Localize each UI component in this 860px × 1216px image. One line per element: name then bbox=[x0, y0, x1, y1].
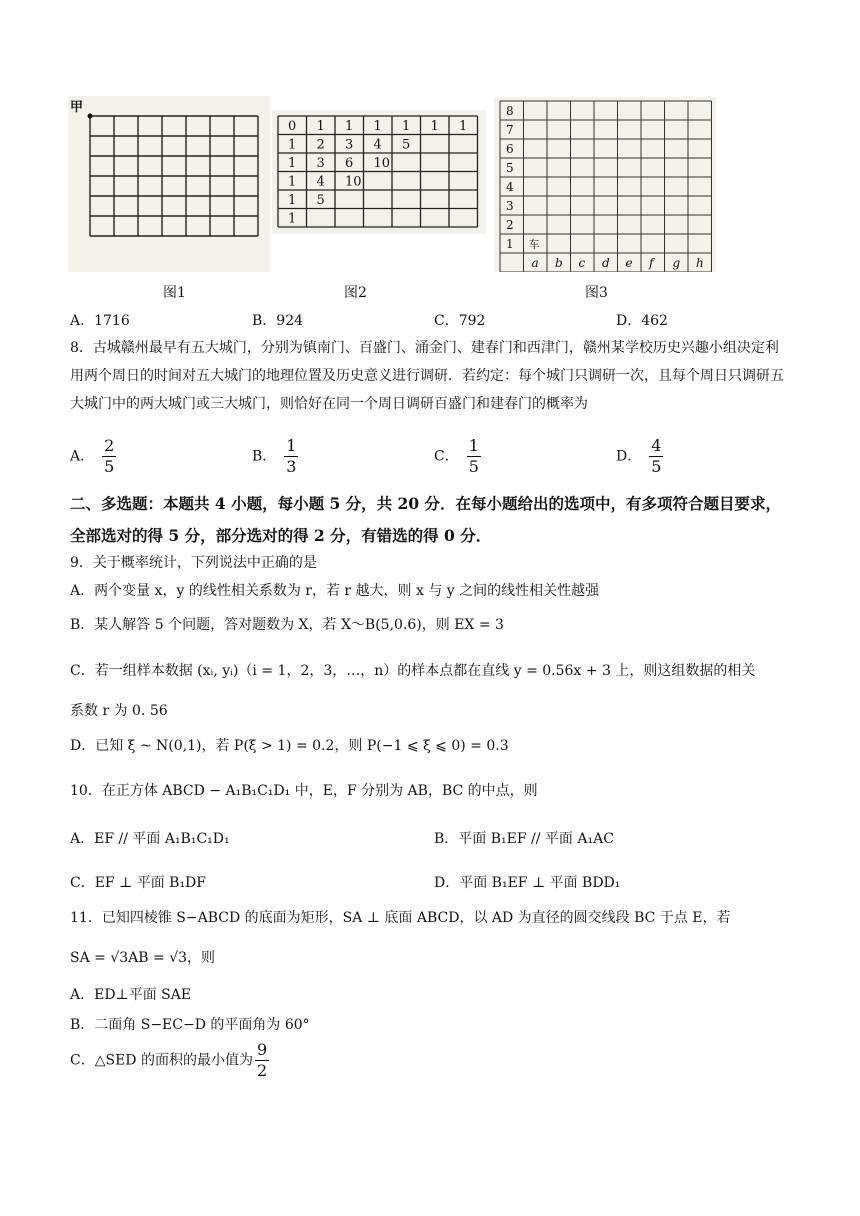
q9-option-c-line1: C．若一组样本数据 (xᵢ, yᵢ)（i = 1，2，3，…，n）的样本点都在直线 y = 0.56x + 3 上，则这组数据的相关 bbox=[70, 663, 756, 679]
board-row-label: 7 bbox=[506, 123, 514, 137]
figure-3-caption: 图3 bbox=[585, 285, 608, 301]
figure-1-grid bbox=[68, 96, 270, 272]
table-cell-value: 3 bbox=[345, 137, 354, 153]
table-cell-value: 1 bbox=[288, 193, 297, 208]
board-col-label: f bbox=[649, 256, 654, 270]
board-row-label: 8 bbox=[506, 104, 514, 118]
q11-option-c-num: 9 bbox=[256, 1040, 268, 1059]
table-cell-value: 1 bbox=[345, 119, 354, 134]
chess-piece-rook: 车 bbox=[528, 238, 540, 251]
table-cell-value: 1 bbox=[459, 119, 468, 134]
table-cell-value: 4 bbox=[373, 137, 382, 153]
board-row-label: 5 bbox=[506, 161, 514, 175]
q10-option-d: D．平面 B₁EF ⊥ 平面 BDD₁ bbox=[434, 875, 621, 891]
q8-option-c-den: 5 bbox=[468, 457, 479, 476]
q8-stem: 8．古城赣州最早有五大城门，分别为镇南门、百盛门、涌金门、建春门和西津门，赣州某学校历史兴趣小组决定利用两个周日的时间对五大城门的地理位置及历史意义进行调研．若约定：每个城门只调研一次，且每个周日只调研五大城门中的两大城门或三大城门，则恰好在同一个周日调研百盛门和建春门的概率为 bbox=[70, 340, 784, 412]
figure-2-svg bbox=[272, 110, 486, 234]
q10-option-a: A．EF // 平面 A₁B₁C₁D₁ bbox=[70, 831, 230, 847]
figure-3-svg bbox=[494, 97, 716, 272]
table-cell-value: 10 bbox=[345, 174, 362, 190]
q8-option-a-num: 2 bbox=[104, 436, 115, 455]
section-2-heading: 二、多选题：本题共 4 小题，每小题 5 分，共 20 分．在每小题给出的选项中，有多项符合题目要求，全部选对的得 5 分，部分选对的得 2 分，有错选的得 0 分． bbox=[70, 494, 782, 545]
q8-option-d-fraction bbox=[649, 436, 663, 477]
table-cell-value: 1 bbox=[288, 174, 297, 190]
q9-stem: 9．关于概率统计，下列说法中正确的是 bbox=[70, 555, 317, 571]
table-cell-value: 4 bbox=[316, 174, 325, 190]
q11-option-c-den: 2 bbox=[256, 1061, 268, 1080]
table-cell-value: 1 bbox=[288, 156, 297, 171]
q11-option-b: B．二面角 S−EC−D 的平面角为 60° bbox=[70, 1017, 310, 1033]
figure-1-caption: 图1 bbox=[163, 285, 186, 301]
board-row-label: 1 bbox=[506, 237, 514, 251]
table-cell-value: 1 bbox=[402, 119, 411, 134]
board-col-label: e bbox=[625, 256, 633, 270]
q8-option-d-num: 4 bbox=[651, 436, 662, 455]
q8-option-c bbox=[434, 436, 481, 477]
board-row-label: 3 bbox=[506, 199, 514, 213]
board-row-label: 2 bbox=[506, 218, 514, 232]
q11-stem-line2: SA = √3AB = √3，则 bbox=[70, 950, 216, 966]
board-col-label: g bbox=[672, 256, 681, 270]
q8-option-b-num: 1 bbox=[286, 436, 297, 455]
q8-option-c-letter: C． bbox=[434, 448, 459, 465]
q9-option-a: A．两个变量 x，y 的线性相关系数为 r，若 r 越大，则 x 与 y 之间的线性相关性越强 bbox=[70, 583, 600, 599]
q7-option-b: B．924 bbox=[252, 313, 304, 329]
q10-option-c: C．EF ⊥ 平面 B₁DF bbox=[70, 875, 207, 891]
table-cell-value: 0 bbox=[288, 119, 297, 134]
board-col-label: c bbox=[578, 256, 586, 270]
q8-option-a-den: 5 bbox=[104, 457, 115, 476]
q8-option-c-num: 1 bbox=[468, 436, 479, 455]
board-col-label: h bbox=[696, 256, 704, 270]
q8-option-d bbox=[616, 436, 663, 477]
table-cell-value: 5 bbox=[402, 137, 411, 153]
table-cell-value: 1 bbox=[288, 211, 297, 227]
q11-option-c-text: C．△SED 的面积的最小值为 bbox=[70, 1052, 253, 1069]
q8-option-c-fraction bbox=[467, 436, 481, 477]
table-cell-value: 1 bbox=[373, 119, 382, 134]
start-dot bbox=[88, 114, 93, 119]
board-row-label: 6 bbox=[506, 142, 514, 156]
figure-2-caption: 图2 bbox=[344, 285, 367, 301]
q7-option-c: C．792 bbox=[434, 313, 486, 329]
figure-2-table bbox=[272, 110, 486, 234]
board-row-label: 4 bbox=[506, 180, 514, 194]
q9-option-b: B．某人解答 5 个问题，答对题数为 X，若 X～B(5,0.6)，则 EX = 3 bbox=[70, 617, 504, 633]
q9-option-d: D．已知 ξ ~ N(0,1)，若 P(ξ > 1) = 0.2，则 P(−1 ⩽ ξ ⩽ 0) = 0.3 bbox=[70, 738, 509, 754]
table-cell-value: 2 bbox=[316, 137, 325, 153]
q8-option-a-fraction bbox=[102, 436, 116, 477]
table-cell-value: 1 bbox=[288, 137, 297, 153]
figure-1-corner-label: 甲 bbox=[70, 100, 84, 115]
table-cell-value: 3 bbox=[316, 156, 325, 171]
q10-option-b: B．平面 B₁EF // 平面 A₁AC bbox=[434, 831, 614, 847]
board-col-label: a bbox=[531, 256, 539, 270]
q11-stem-line1: 11．已知四棱锥 S−ABCD 的底面为矩形，SA ⊥ 底面 ABCD，以 AD 为直径的圆交线段 BC 于点 E，若 bbox=[70, 910, 731, 926]
q7-option-d: D．462 bbox=[616, 313, 668, 329]
q8-option-b-fraction bbox=[284, 436, 298, 477]
table-cell-value: 10 bbox=[373, 156, 391, 171]
q10-stem: 10．在正方体 ABCD − A₁B₁C₁D₁ 中，E，F 分别为 AB，BC 的中点，则 bbox=[70, 783, 538, 799]
q8-option-b bbox=[252, 436, 298, 477]
q8-option-d-den: 5 bbox=[651, 457, 662, 476]
table-cell-value: 5 bbox=[316, 193, 325, 208]
figure-3-chessboard bbox=[494, 97, 716, 272]
table-cell-value: 1 bbox=[316, 119, 325, 134]
q7-option-a: A．1716 bbox=[70, 313, 130, 329]
q11-option-a: A．ED⊥平面 SAE bbox=[70, 987, 192, 1003]
q8-option-d-letter: D． bbox=[616, 448, 642, 465]
table-cell-value: 6 bbox=[345, 156, 354, 171]
q8-option-a bbox=[70, 436, 116, 477]
q11-option-c bbox=[70, 1040, 269, 1081]
figure-1-svg bbox=[68, 96, 270, 272]
q8-option-b-letter: B． bbox=[252, 448, 277, 465]
board-col-label: b bbox=[555, 256, 563, 270]
q9-option-c-line2: 系数 r 为 0. 56 bbox=[70, 703, 168, 719]
q8-option-b-den: 3 bbox=[286, 457, 297, 476]
table-cell-value: 1 bbox=[430, 119, 439, 134]
board-col-label: d bbox=[602, 256, 610, 270]
q8-option-a-letter: A． bbox=[70, 448, 95, 465]
q11-option-c-fraction bbox=[255, 1040, 269, 1081]
